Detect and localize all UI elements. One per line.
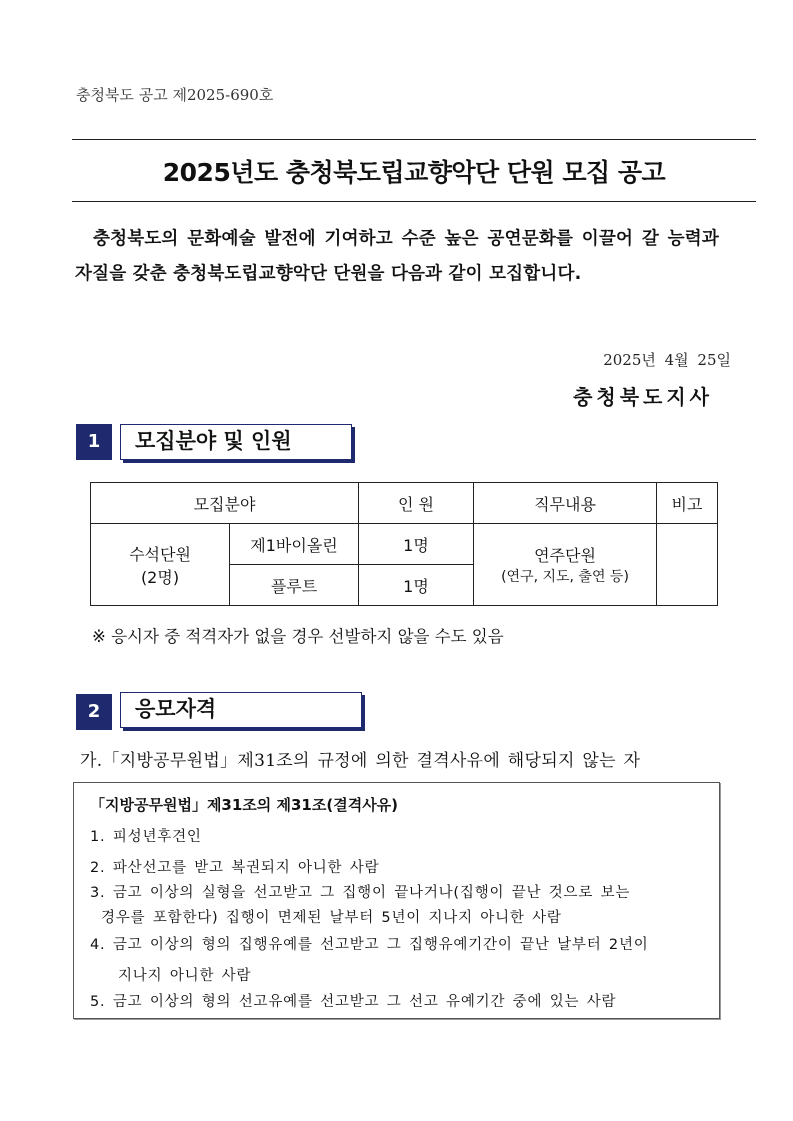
list-item: 4. 금고 이상의 형의 집행유예를 선고받고 그 집행유예기간이 끝난 날부터 2년이 xyxy=(90,937,649,953)
field-cell: 플루트 xyxy=(230,565,359,606)
intro-text: 충청북도의 문화예술 발전에 기여하고 수준 높은 공연문화를 이끌어 갈 능력과 자질을 갖춘 충청북도립교향악단 단원을 다음과 같이 모집합니다. xyxy=(75,229,719,284)
page-title: 2025년도 충청북도립교향악단 단원 모집 공고 xyxy=(162,158,666,187)
group-cell xyxy=(91,524,230,606)
field-cell: 제1바이올린 xyxy=(230,524,359,565)
list-item: 3. 금고 이상의 실형을 선고받고 그 집행이 끝나거나(집행이 끝난 것으로 보는 xyxy=(90,885,631,901)
issuer-name: 충청북도지사 xyxy=(573,385,713,409)
count-cell: 1명 xyxy=(359,565,474,606)
intro-paragraph xyxy=(75,222,719,292)
notice-number: 충청북도 공고 제2025-690호 xyxy=(76,86,274,104)
table-row xyxy=(91,524,718,565)
header-remark: 비고 xyxy=(657,483,718,524)
section-1-number: 1 xyxy=(76,424,112,460)
header-count: 인 원 xyxy=(359,483,474,524)
count-cell: 1명 xyxy=(359,524,474,565)
table-footnote: ※ 응시자 중 적격자가 없을 경우 선발하지 않을 수도 있음 xyxy=(92,627,504,646)
section-1-heading: 모집분야 및 인원 xyxy=(120,424,352,460)
header-field: 모집분야 xyxy=(91,483,359,524)
remark-cell xyxy=(657,524,718,606)
group-count: (2명) xyxy=(140,567,180,587)
header-duty: 직무내용 xyxy=(474,483,657,524)
list-item: 1. 피성년후견인 xyxy=(90,829,202,845)
announcement-date: 2025년 4월 25일 xyxy=(603,351,731,369)
title-divider-top xyxy=(72,139,756,140)
table-header-row xyxy=(91,483,718,524)
list-item: 2. 파산선고를 받고 복권되지 아니한 사람 xyxy=(90,860,380,876)
list-item: 지나지 아니한 사람 xyxy=(118,968,252,984)
recruitment-table xyxy=(90,482,718,606)
title-divider-bottom xyxy=(72,201,756,202)
qualification-item-a: 가.「지방공무원법」제31조의 규정에 의한 결격사유에 해당되지 않는 자 xyxy=(80,751,641,771)
list-item: 5. 금고 이상의 형의 선고유예를 선고받고 그 선고 유예기간 중에 있는 사람 xyxy=(90,994,617,1010)
section-2-heading: 응모자격 xyxy=(120,692,362,728)
duty-cell xyxy=(474,524,657,606)
duty-detail: (연구, 지도, 출연 등) xyxy=(501,569,629,585)
duty-main: 연주단원 xyxy=(534,546,596,565)
group-name: 수석단원 xyxy=(129,544,191,564)
list-item: 경우를 포함한다) 집행이 면제된 날부터 5년이 지나지 아니한 사람 xyxy=(101,910,562,926)
section-2-number: 2 xyxy=(76,694,112,730)
disqualification-title: 「지방공무원법」제31조의 제31조(결격사유) xyxy=(90,796,399,814)
